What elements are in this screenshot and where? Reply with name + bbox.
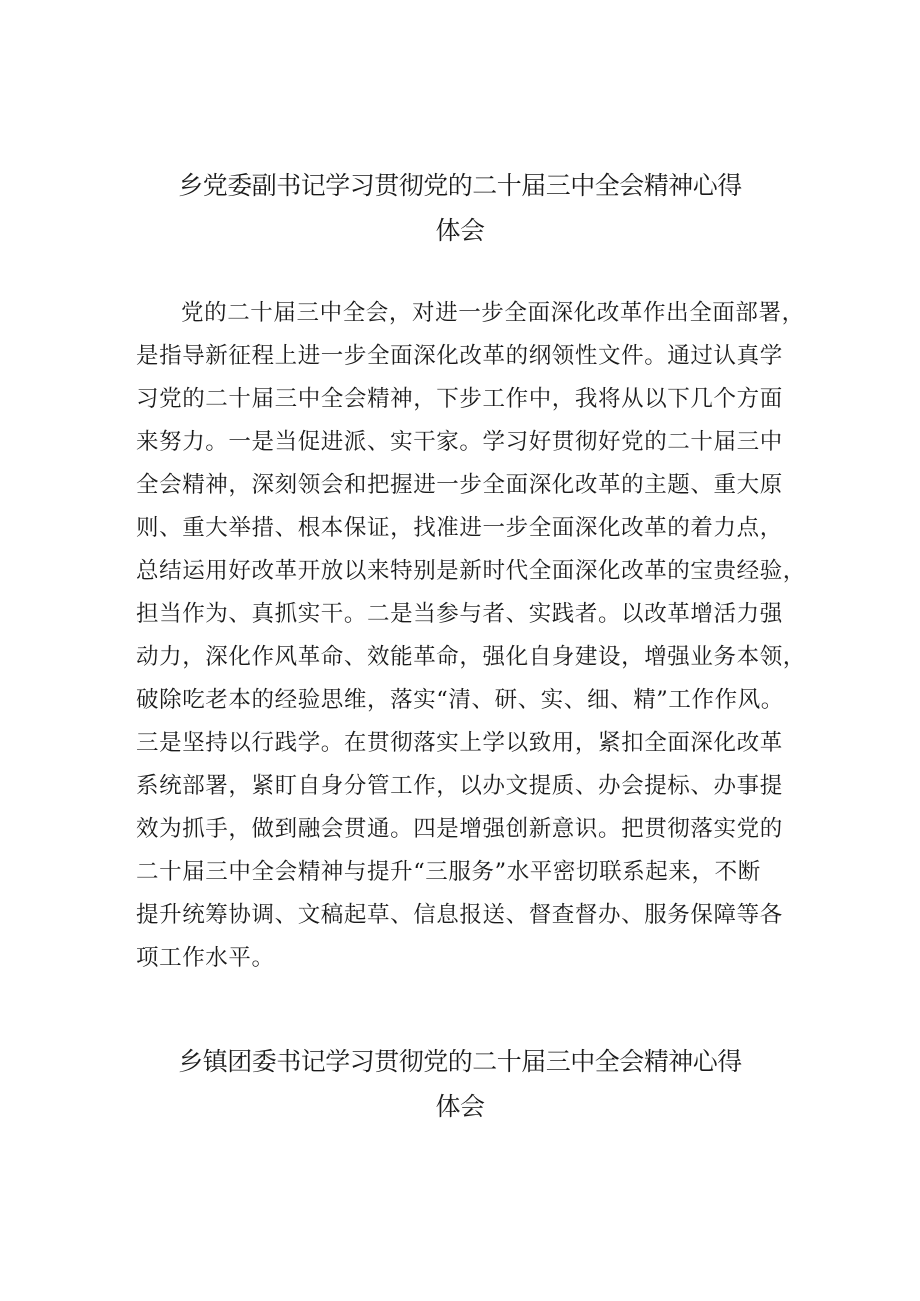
article-title-line-1: 乡党委副书记学习贯彻党的二十届三中全会精神心得	[178, 171, 742, 200]
body-line: 提升统筹协调、文稿起草、信息报送、督查督办、服务保障等各	[136, 902, 783, 928]
body-line: 党的二十届三中全会，对进一步全面深化改革作出全面部署，	[181, 300, 805, 326]
article-body	[136, 292, 806, 980]
body-line: 系统部署，紧盯自身分管工作，以办文提质、办会提标、办事提	[136, 773, 783, 799]
second-article-title	[120, 1039, 800, 1129]
article-title-line-2: 体会	[435, 216, 485, 245]
body-line: 三是坚持以行践学。在贯彻落实上学以致用，紧扣全面深化改革	[136, 730, 783, 756]
body-line: 破除吃老本的经验思维，落实“清、研、实、细、精”工作作风。	[136, 687, 784, 713]
article-title	[120, 163, 800, 253]
body-line: 项工作水平。	[136, 945, 275, 971]
body-line: 是指导新征程上进一步全面深化改革的纲领性文件。通过认真学	[136, 343, 783, 369]
second-article-title-line-1: 乡镇团委书记学习贯彻党的二十届三中全会精神心得	[178, 1047, 742, 1076]
second-article-title-line-2: 体会	[435, 1092, 485, 1121]
body-line: 来努力。一是当促进派、实干家。学习好贯彻好党的二十届三中	[136, 429, 783, 455]
body-line: 效为抓手，做到融会贯通。四是增强创新意识。把贯彻落实党的	[136, 816, 783, 842]
body-line: 担当作为、真抓实干。二是当参与者、实践者。以改革增活力强	[136, 601, 783, 627]
body-line: 总结运用好改革开放以来特别是新时代全面深化改革的宝贵经验，	[136, 558, 806, 584]
body-line: 动力，深化作风革命、效能革命，强化自身建设，增强业务本领，	[136, 644, 806, 670]
body-line: 则、重大举措、根本保证，找准进一步全面深化改革的着力点，	[136, 515, 783, 541]
body-line: 二十届三中全会精神与提升“三服务”水平密切联系起来，不断	[136, 859, 761, 885]
body-line: 全会精神，深刻领会和把握进一步全面深化改革的主题、重大原	[136, 472, 783, 498]
body-line: 习党的二十届三中全会精神，下步工作中，我将从以下几个方面	[136, 386, 783, 412]
